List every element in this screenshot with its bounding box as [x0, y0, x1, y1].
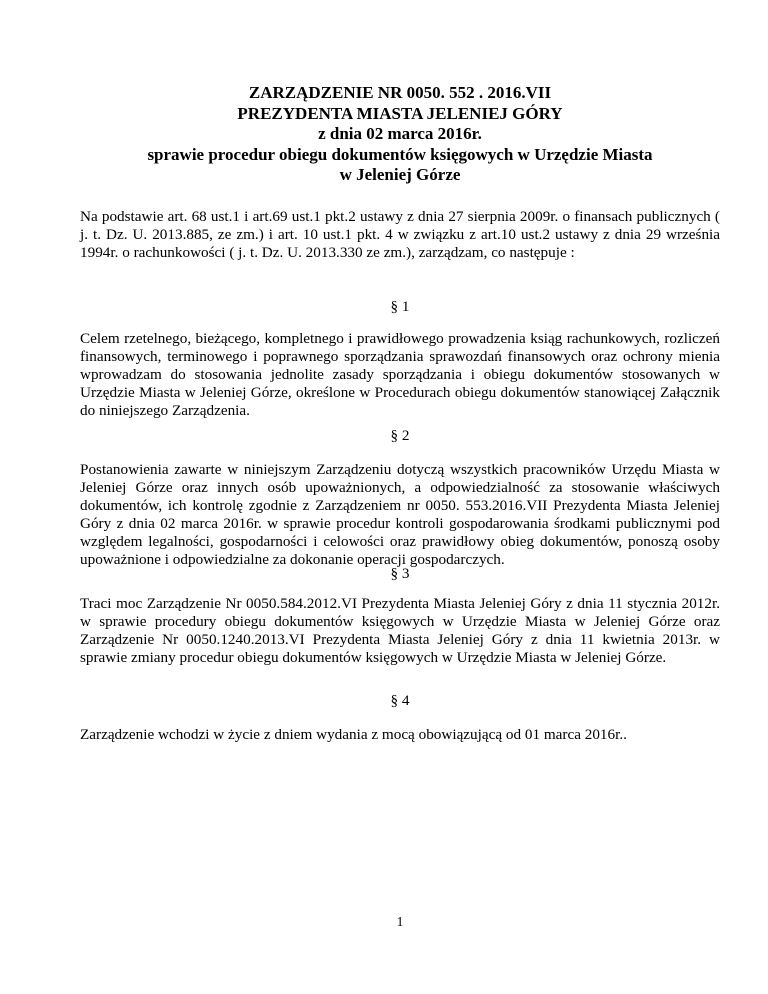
- section-3-text: Traci moc Zarządzenie Nr 0050.584.2012.VI Prezydenta Miasta Jeleniej Góry z dnia 11 stycznia 2012r. w sprawie procedury obiegu dokumentów księgowych w Urzędzie Miasta w Jeleniej Górze oraz Zarządzenie Nr 0050.1240.2013.VI Prezydenta Miasta Jeleniej Góry z dnia 11 kwietnia 2013r. w sprawie zmiany procedur obiegu dokumentów księgowych w Urzędzie Miasta w Jeleniej Górze.: [80, 595, 720, 666]
- section-4-heading: § 4: [390, 692, 410, 709]
- title-line-subject: sprawie procedur obiegu dokumentów księgowych w Urzędzie Miasta: [147, 144, 653, 164]
- document-title: [80, 83, 720, 186]
- title-line-issuer: PREZYDENTA MIASTA JELENIEJ GÓRY: [237, 103, 563, 123]
- section-4-text: Zarządzenie wchodzi w życie z dniem wydania z mocą obowiązującą od 01 marca 2016r..: [80, 726, 627, 743]
- section-3-heading: § 3: [390, 565, 410, 582]
- preamble-paragraph: Na podstawie art. 68 ust.1 i art.69 ust.1 pkt.2 ustawy z dnia 27 sierpnia 2009r. o finansach publicznych ( j. t. Dz. U. 2013.885, ze zm.) i art. 10 ust.1 pkt. 4 w związku z art.10 ust.2 ustawy z dnia 29 września 1994r. o rachunkowości ( j. t. Dz. U. 2013.330 ze zm.), zarządzam, co następuje :: [80, 208, 720, 261]
- title-line-location: w Jeleniej Górze: [339, 165, 461, 184]
- page-number: 1: [396, 914, 404, 929]
- section-2-heading: § 2: [390, 427, 410, 444]
- title-line-date: z dnia 02 marca 2016r.: [318, 124, 482, 143]
- section-2-text: Postanowienia zawarte w niniejszym Zarządzeniu dotyczą wszystkich pracowników Urzędu Miasta w Jeleniej Górze oraz innych osób upoważnionych, a odpowiedzialność za stosowanie właściwych dokumentów, ich kontrolę zgodnie z Zarządzeniem nr 0050. 553.2016.VII Prezydenta Miasta Jeleniej Góry z dnia 02 marca 2016r. w sprawie procedur kontroli gospodarowania środkami publicznymi pod względem legalności, gospodarności i celowości oraz prawidłowy obieg dokumentów, ponoszą osoby upoważnione i odpowiedzialne za dokonanie operacji gospodarczych.: [80, 461, 720, 568]
- section-1-heading: § 1: [390, 298, 410, 315]
- title-line-ordinance-number: ZARZĄDZENIE NR 0050. 552 . 2016.VII: [248, 83, 552, 102]
- section-1-text: Celem rzetelnego, bieżącego, kompletnego i prawidłowego prowadzenia ksiąg rachunkowych, rozliczeń finansowych, terminowego i poprawnego sporządzania sprawozdań finansowych oraz ochrony mienia wprowadzam do stosowania jednolite zasady sporządzania i obiegu dokumentów stosowanych w Urzędzie Miasta w Jeleniej Górze, określone w Procedurach obiegu dokumentów stanowiącej Załącznik do niniejszego Zarządzenia.: [80, 330, 720, 419]
